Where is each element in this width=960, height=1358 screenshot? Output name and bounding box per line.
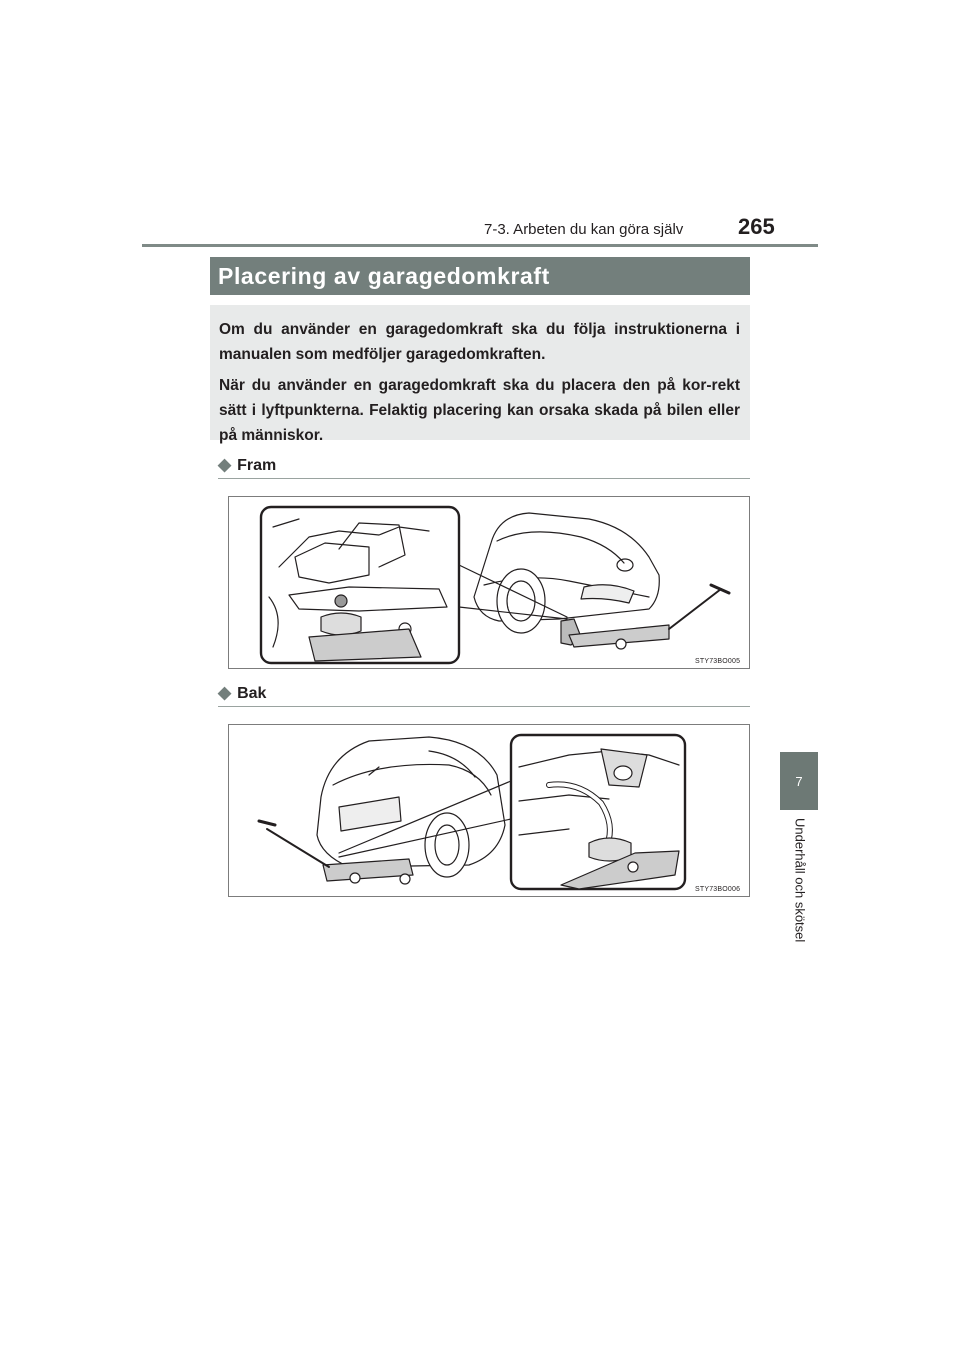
front-heading-label: Fram [237, 457, 277, 474]
diamond-icon: ◆ [218, 455, 232, 474]
rear-rule [218, 706, 750, 707]
rear-heading [218, 683, 266, 703]
info-paragraph-1: Om du använder en garagedomkraft ska du följa instruktionerna i manualen som medföljer garagedomkraften. [219, 321, 740, 363]
front-rule [218, 478, 750, 479]
diamond-icon: ◆ [218, 683, 232, 702]
chapter-label [778, 818, 822, 968]
chapter-tab [780, 752, 818, 810]
front-figure-code: STY73BO005 [695, 658, 741, 665]
front-jack-illustration [229, 497, 749, 668]
chapter-label-text: Underhåll och skötsel [792, 818, 808, 943]
rear-figure [228, 724, 750, 897]
info-box [210, 305, 750, 444]
rear-figure-code: STY73BO006 [695, 886, 741, 893]
page-number: 265 [738, 214, 775, 239]
front-heading [218, 455, 276, 475]
rear-jack-illustration [229, 725, 749, 896]
info-paragraph-2: När du använder en garagedomkraft ska du placera den på kor-rekt sätt i lyftpunkterna. Felaktig placering kan orsaka skada på bilen eller på människor. [219, 377, 740, 444]
rear-heading-label: Bak [237, 685, 267, 702]
page-title: Placering av garagedomkraft [210, 257, 750, 295]
chapter-number: 7 [795, 773, 803, 789]
section-reference: 7-3. Arbeten du kan göra själv [484, 221, 684, 238]
header-rule [142, 244, 818, 247]
front-figure [228, 496, 750, 669]
